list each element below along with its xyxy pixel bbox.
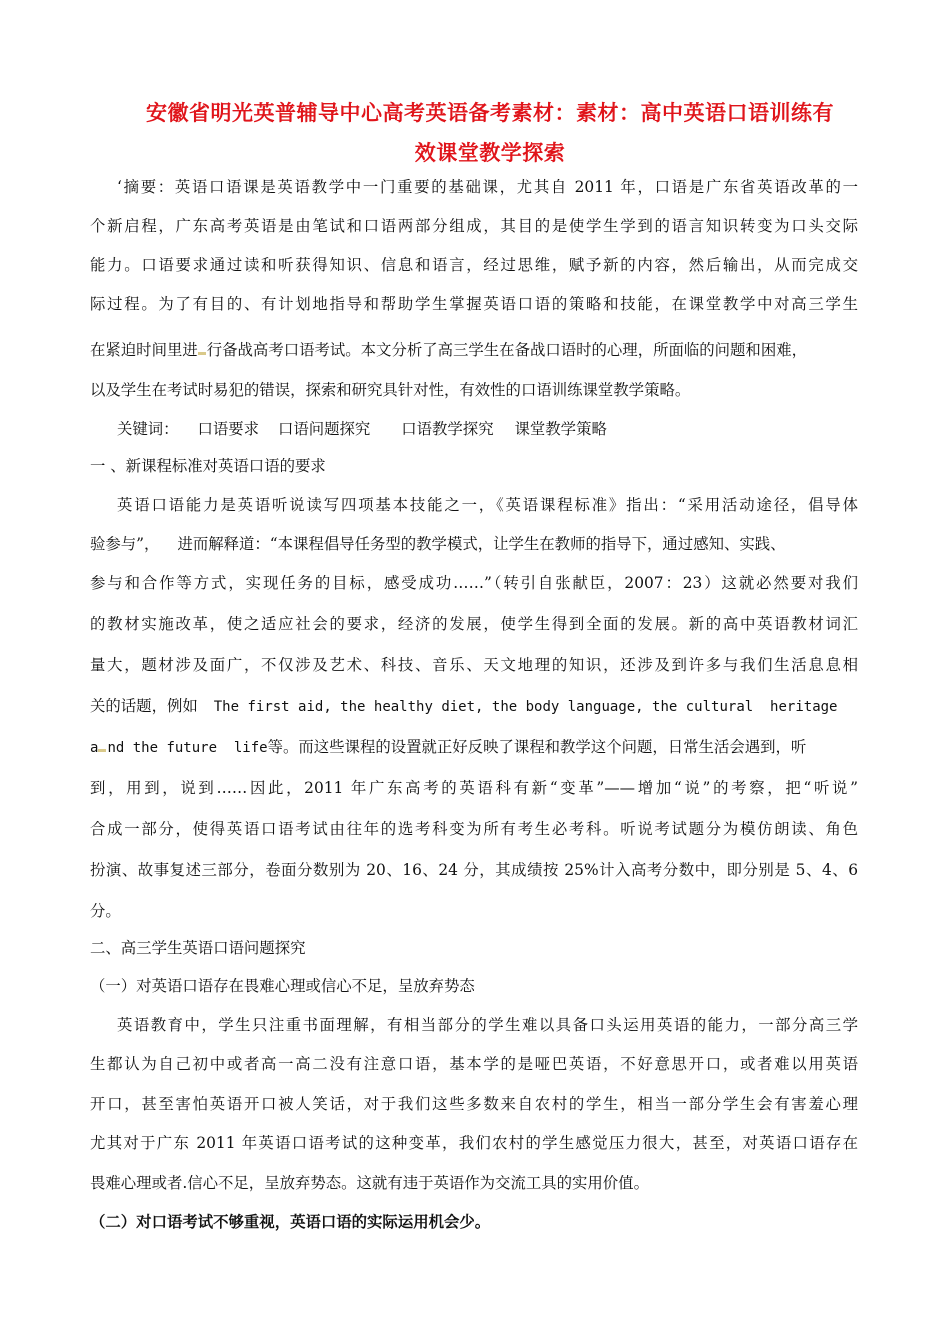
section-heading: 二、高三学生英语口语问题探究 bbox=[90, 939, 306, 957]
highlight-mark bbox=[198, 352, 206, 355]
paragraph-line: 量大，题材涉及面广，不仅涉及艺术、科技、音乐、天文地理的知识，还涉及到许多与我们生活息息相 bbox=[90, 656, 858, 674]
paragraph-line: 英语口语能力是英语听说读写四项基本技能之一，《英语课程标准》指出：“采用活动途径，倡导体 bbox=[117, 496, 858, 514]
paragraph-line: 扮演、故事复述三部分，卷面分数别为 20、16、24 分，其成绩按 25%计入高考分数中，即分别是 5、4、6 bbox=[90, 861, 858, 879]
paragraph-line: 生都认为自己初中或者高一高二没有注意口语，基本学的是哑巴英语，不好意思开口，或者难以用英语 bbox=[90, 1055, 858, 1073]
paragraph-line-part: 进而解释道：“本课程倡导任务型的教学模式，让学生在教师的指导下，通过感知、实践、 bbox=[177, 535, 786, 553]
abstract-line: 际过程。为了有目的、有计划地指导和帮助学生掌握英语口语的策略和技能，在课堂教学中对高三学生 bbox=[90, 295, 858, 313]
paragraph-line: 分。 bbox=[90, 902, 121, 920]
subsection-heading: （二）对口语考试不够重视，英语口语的实际运用机会少。 bbox=[90, 1213, 491, 1231]
keywords-label: 关键词： bbox=[117, 420, 179, 438]
document-title-line2: 效课堂教学探索 bbox=[414, 141, 566, 165]
abstract-line: 以及学生在考试时易犯的错误，探索和研究具针对性，有效性的口语训练课堂教学策略。 bbox=[90, 381, 691, 399]
paragraph-line-part: 验参与”， bbox=[90, 535, 160, 553]
paragraph-line: 畏难心理或者.信心不足，呈放弃势态。这就有违于英语作为交流工具的实用价值。 bbox=[90, 1174, 649, 1192]
abstract-line bbox=[90, 339, 807, 361]
subsection-heading: （一）对英语口语存在畏难心理或信心不足，呈放弃势态 bbox=[90, 977, 475, 995]
keyword: 口语要求 bbox=[197, 420, 260, 438]
highlight-mark bbox=[98, 749, 106, 752]
paragraph-line-part: 关的话题，例如 bbox=[90, 697, 198, 715]
keyword: 课堂教学策略 bbox=[514, 420, 607, 438]
paragraph-line bbox=[90, 533, 786, 555]
english-text: The first aid, the healthy diet, the body language, the cultural heritage bbox=[213, 699, 838, 715]
paragraph-line: 到，用到，说到……因此，2011 年广东高考的英语科有新“变革”——增加“说”的考察，把“听说” bbox=[90, 779, 858, 797]
paragraph-line-part: 等。而这些课程的设置就正好反映了课程和教学这个问题，日常生活会遇到，听 bbox=[267, 738, 807, 756]
abstract-line-part: 在紧迫时间里进 bbox=[90, 341, 198, 359]
keywords-line bbox=[117, 418, 607, 440]
paragraph-line: 开口，甚至害怕英语开口被人笑话，对于我们这些多数来自农村的学生，相当一部分学生会有害羞心理 bbox=[90, 1095, 858, 1113]
paragraph-line: 参与和合作等方式，实现任务的目标，感受成功……”（转引自张献臣，2007：23）这就必然要对我们 bbox=[90, 574, 858, 592]
paragraph-line: 尤其对于广东 2011 年英语口语考试的这种变革，我们农村的学生感觉压力很大，甚至，对英语口语存在 bbox=[90, 1134, 858, 1152]
paragraph-line: 英语教育中，学生只注重书面理解，有相当部分的学生难以具备口头运用英语的能力，一部分高三学 bbox=[117, 1016, 858, 1034]
document-title-line1: 安徽省明光英普辅导中心高考英语备考素材：素材：高中英语口语训练有 bbox=[146, 101, 834, 125]
keyword: 口语教学探究 bbox=[401, 420, 494, 438]
abstract-line: ‘摘要：英语口语课是英语教学中一门重要的基础课，尤其自 2011 年，口语是广东省英语改革的一 bbox=[117, 178, 858, 196]
paragraph-line: 合成一部分，使得英语口语考试由往年的选考科变为所有考生必考科。听说考试题分为模仿朗读、角色 bbox=[90, 820, 858, 838]
section-heading: 一 、新课程标准对英语口语的要求 bbox=[90, 457, 326, 475]
keyword: 口语问题探究 bbox=[277, 420, 371, 438]
english-text: nd the future life bbox=[107, 740, 268, 756]
abstract-line-part: 行备战高考口语考试。本文分析了高三学生在备战口语时的心理，所面临的问题和困难， bbox=[206, 341, 807, 359]
paragraph-line: 的教材实施改革，使之适应社会的要求，经济的发展，使学生得到全面的发展。新的高中英语教材词汇 bbox=[90, 615, 858, 633]
abstract-line: 能力。口语要求通过读和听获得知识、信息和语言，经过思维，赋予新的内容，然后输出，从而完成交 bbox=[90, 256, 858, 274]
paragraph-line bbox=[90, 695, 837, 718]
paragraph-line bbox=[90, 736, 806, 759]
english-text: a bbox=[90, 740, 99, 756]
abstract-line: 个新启程，广东高考英语是由笔试和口语两部分组成，其目的是使学生学到的语言知识转变为口头交际 bbox=[90, 217, 858, 235]
